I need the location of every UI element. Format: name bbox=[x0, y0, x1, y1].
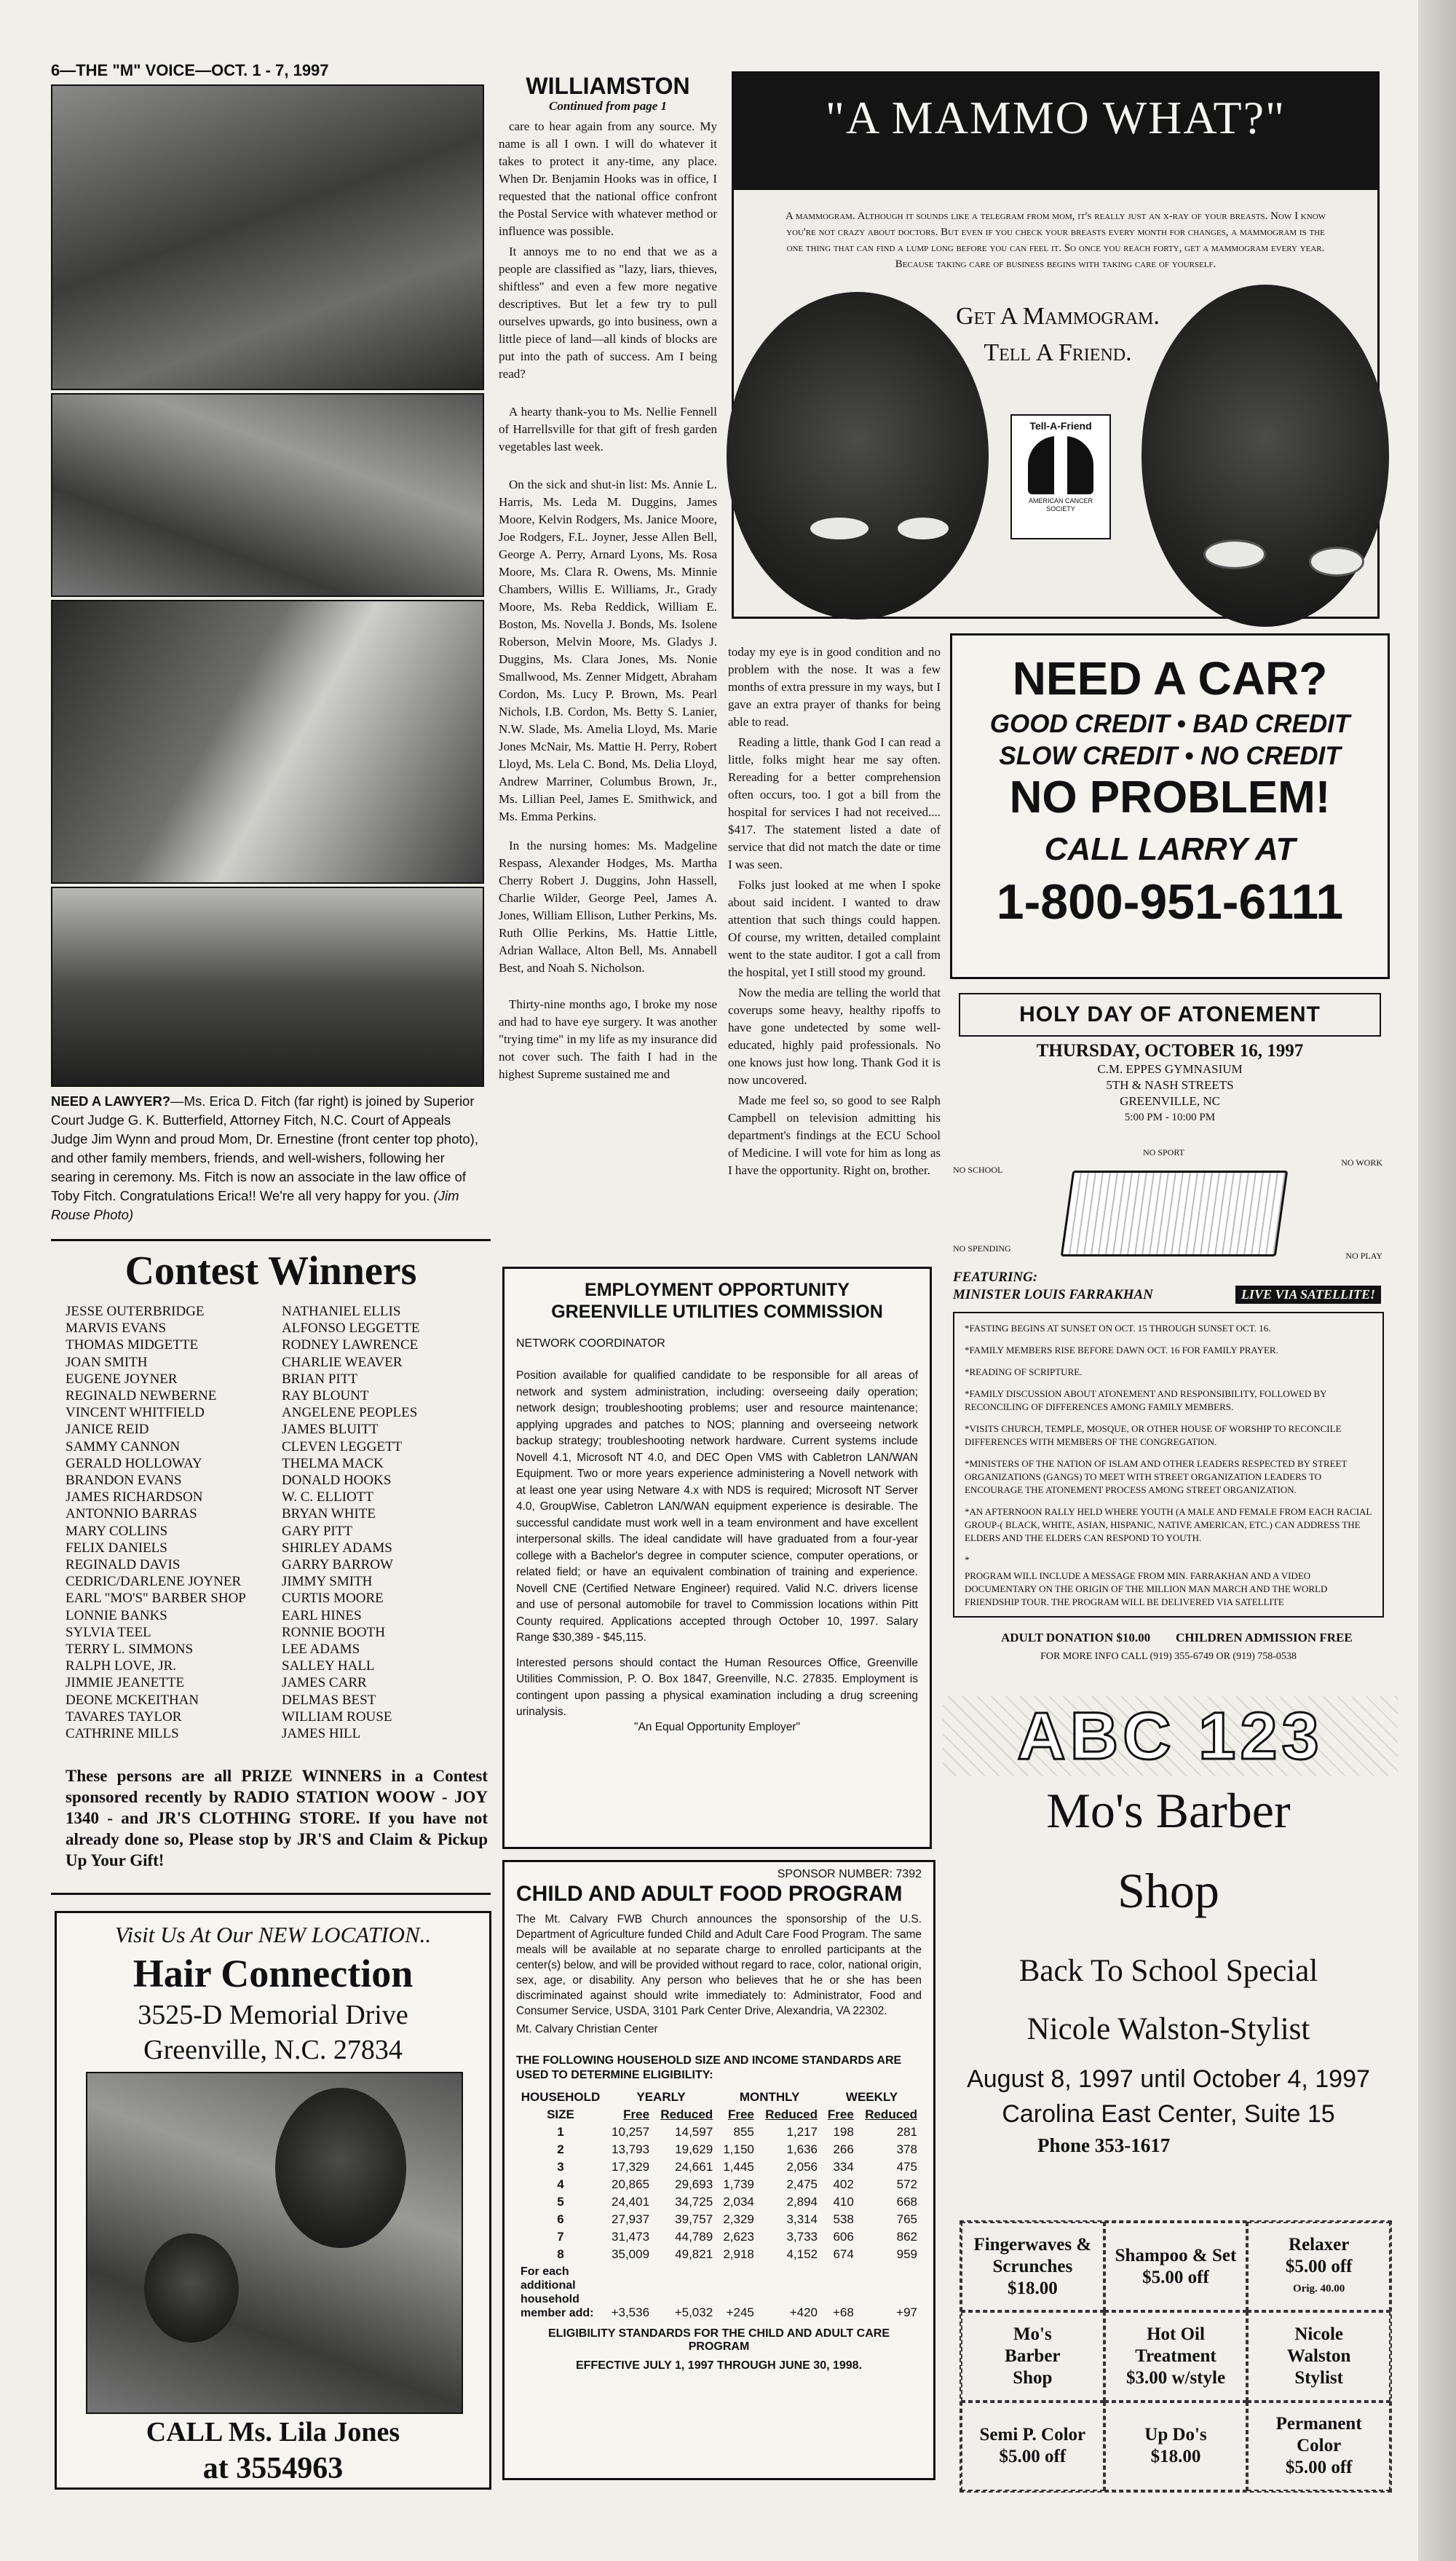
household-size: 8 bbox=[557, 2247, 564, 2261]
coupon-permanent-color[interactable] bbox=[1247, 2402, 1390, 2491]
coupon-3-l3: Shop bbox=[1013, 2367, 1053, 2388]
employment-eoe: "An Equal Opportunity Employer" bbox=[633, 1720, 801, 1733]
food-footer-1: ELIGIBILITY STANDARDS FOR THE CHILD AND ADULT CARE PROGRAM bbox=[547, 2327, 890, 2353]
th-free-w: Free bbox=[827, 2107, 854, 2121]
coupon-1-l1: Shampoo & Set bbox=[1115, 2245, 1237, 2265]
hair-city: Greenville, N.C. 27834 bbox=[143, 2035, 403, 2065]
williamston-column bbox=[499, 73, 717, 1267]
woman-right-eye bbox=[1203, 539, 1266, 569]
coupon-5-l1: Nicole bbox=[1294, 2324, 1343, 2344]
contest-winner: BRIAN PITT bbox=[282, 1371, 357, 1387]
th-free-y: Free bbox=[623, 2107, 650, 2121]
hair-address: 3525-D Memorial Drive bbox=[138, 2000, 408, 2030]
income-value: 4,152 bbox=[786, 2247, 818, 2261]
contest-winner: NATHANIEL ELLIS bbox=[282, 1304, 401, 1319]
contest-winner: EUGENE JOYNER bbox=[66, 1371, 178, 1387]
eligibility-row bbox=[516, 2211, 922, 2228]
income-value: 1,150 bbox=[723, 2142, 754, 2156]
food-sponsor: SPONSOR NUMBER: 7392 bbox=[777, 1868, 922, 1880]
barber-special: Back To School Special bbox=[1018, 1954, 1318, 1988]
williamston-subhead: Continued from page 1 bbox=[549, 99, 667, 113]
contest-winner: THOMAS MIDGETTE bbox=[66, 1337, 199, 1353]
contest-winner: MARVIS EVANS bbox=[66, 1321, 167, 1337]
income-value: 2,329 bbox=[723, 2212, 754, 2226]
car-line4: CALL LARRY AT bbox=[1044, 831, 1296, 867]
contest-winner: LONNIE BANKS bbox=[66, 1607, 167, 1623]
tell-a-friend-logo bbox=[1010, 414, 1111, 539]
williamston-continued bbox=[728, 644, 941, 1267]
income-value: 410 bbox=[833, 2195, 854, 2209]
income-value: 34,725 bbox=[675, 2195, 713, 2209]
woman-right-photo bbox=[1142, 285, 1389, 627]
contest-winner: RONNIE BOOTH bbox=[282, 1624, 385, 1640]
income-value: 862 bbox=[896, 2230, 917, 2244]
photo-caption-credit: (Jim Rouse Photo) bbox=[51, 1188, 459, 1222]
food-center: Mt. Calvary Christian Center bbox=[516, 2023, 658, 2035]
coupon-3-l2: Barber bbox=[1005, 2346, 1061, 2366]
contest-winner: ANTONNIO BARRAS bbox=[66, 1506, 197, 1522]
photo-group-top bbox=[51, 84, 484, 390]
contest-winner: DONALD HOOKS bbox=[282, 1473, 392, 1489]
th-size: SIZE bbox=[547, 2107, 574, 2121]
food-program-ad bbox=[502, 1860, 935, 2480]
income-value: 538 bbox=[833, 2212, 854, 2226]
contest-footer: These persons are all PRIZE WINNERS in a Contest sponsored recently by RADIO STATION WOOW - JOY 1340 - and JR'S CLOTHING STORE. If you have not already done so, Please stop by JR'S and Claim & Pickup Up Your Gift! bbox=[66, 1767, 488, 1869]
eligibility-row bbox=[516, 2123, 922, 2141]
featuring-name: MINISTER LOUIS FARRAKHAN bbox=[953, 1287, 1153, 1302]
barber-stylist: Nicole Walston-Stylist bbox=[1026, 2012, 1310, 2046]
income-value: 17,329 bbox=[612, 2160, 650, 2174]
continued-p4: Now the media are telling the world that coverups some heavy, healthy ripoffs to have gone undetected by some well-educated, highly paid professionals. No one knows just how long. Thank God it is now uncovered. bbox=[728, 986, 941, 1087]
williamston-p3: A hearty thank-you to Ms. Nellie Fennell of Harrellsville for that gift of fresh garden vegetables last week. bbox=[499, 405, 717, 454]
american-cancer-society-logo: AMERICAN CANCER SOCIETY bbox=[1028, 497, 1093, 512]
contest-winner: MARY COLLINS bbox=[66, 1523, 168, 1539]
contest-winner: BRYAN WHITE bbox=[282, 1506, 376, 1522]
contest-winner: CHARLIE WEAVER bbox=[282, 1354, 403, 1370]
hair-phone[interactable]: at 3554963 bbox=[202, 2452, 344, 2485]
bullet-1: *FAMILY MEMBERS RISE BEFORE DAWN OCT. 16 FOR FAMILY PRAYER. bbox=[965, 1345, 1278, 1355]
income-value: 765 bbox=[896, 2212, 917, 2226]
abc-123-banner bbox=[943, 1696, 1398, 1776]
contest-winner: CURTIS MOORE bbox=[282, 1591, 384, 1607]
car-headline: NEED A CAR? bbox=[1012, 652, 1328, 705]
income-value: 2,894 bbox=[786, 2195, 818, 2209]
williamston-p4: On the sick and shut-in list: Ms. Annie L. Harris, Ms. Leda M. Duggins, James Moore, Kelvin Rodgers, Ms. Janice Moore, Joe Rodgers, F.L. Joyner, Jesse Allen Bell, George A. Perry, Arnard Lyons, Ms. Rosa Moore, Ms. Clara R. Owens, Ms. Minnie Chambers, Willis E. Williams, Jr., Grady Moore, Ms. Reba Reddick, William E. Boston, Ms. Novella J. Bonds, Ms. Isolene Roberson, Melvin Moore, Ms. Gladys J. Duggins, Ms. Clara Jones, Ms. Nonie Smallwood, Ms. Zenner Midgett, Abraham Cordon, Ms. Lucy P. Brown, Ms. Pearl Nichols, I.B. Cordon, Ms. Betty S. Lanier, N.W. Slade, Ms. Amelia Lloyd, Ms. Marie Jones McNair, Ms. Mattie H. Perry, Robert Lloyd, Ms. Lela C. Bond, Ms. Delia Lloyd, Andrew Marriner, Columbus Brown, Jr., Ms. Lillian Peel, James E. Smithwick, and Ms. Emma Perkins. bbox=[499, 478, 717, 823]
employment-contact: Interested persons should contact the Human Resources Office, Greenville Utilities Commission, P. O. Box 1847, Greenville, N.C. 27835. Employment is contingent upon passing a physical examination including a drug screening urinalysis. bbox=[516, 1656, 918, 1718]
income-value: 2,056 bbox=[786, 2160, 818, 2174]
bullet-4: *VISITS CHURCH, TEMPLE, MOSQUE, OR OTHER HOUSE OF WORSHIP TO RECONCILE DIFFERENCES WITH MEMBERS OF THE CONGREGATION. bbox=[965, 1423, 1342, 1447]
income-value: 855 bbox=[733, 2125, 754, 2139]
eligibility-row bbox=[516, 2228, 922, 2246]
continued-p3: Folks just looked at me when I spoke about said incident. I wanted to draw attention that such things could happen. Of course, my written, detailed complaint went to the state auditor. I got a call from the hospital, yet I still stood my ground. bbox=[728, 878, 941, 979]
featuring-label: FEATURING: bbox=[953, 1270, 1038, 1285]
household-size: 5 bbox=[557, 2195, 564, 2209]
woman-left-eye bbox=[810, 518, 869, 539]
atonement-time: 5:00 PM - 10:00 PM bbox=[1124, 1112, 1216, 1123]
income-value: 668 bbox=[896, 2195, 917, 2209]
atonement-title: HOLY DAY OF ATONEMENT bbox=[959, 993, 1381, 1037]
atonement-address: 5TH & NASH STREETS bbox=[1106, 1078, 1234, 1092]
contest-winner: SYLVIA TEEL bbox=[66, 1624, 151, 1640]
photo-caption-lead: NEED A LAWYER? bbox=[51, 1093, 171, 1109]
contest-winner: JAMES BLUITT bbox=[282, 1422, 379, 1438]
contest-winner: EARL "MO'S" BARBER SHOP bbox=[66, 1591, 246, 1607]
eligibility-row bbox=[516, 2246, 922, 2263]
contest-winner: GARRY BARROW bbox=[282, 1557, 393, 1573]
household-size: 1 bbox=[557, 2125, 564, 2139]
bullet-7: * bbox=[965, 1554, 970, 1565]
income-value: 281 bbox=[896, 2125, 917, 2139]
household-size: 6 bbox=[557, 2212, 564, 2226]
addl-1: +5,032 bbox=[674, 2305, 713, 2319]
contest-winner: JIMMY SMITH bbox=[282, 1574, 373, 1590]
addl-label: For each additional household member add: bbox=[521, 2265, 594, 2319]
contest-winner: SHIRLEY ADAMS bbox=[282, 1540, 392, 1556]
coupon-2-l1: Relaxer bbox=[1289, 2234, 1350, 2255]
income-value: 31,473 bbox=[612, 2230, 650, 2244]
abc-123-text: ABC 123 bbox=[1017, 1698, 1324, 1773]
contest-winner: JAMES HILL bbox=[282, 1726, 361, 1742]
income-value: 35,009 bbox=[612, 2247, 650, 2261]
two-faces-icon bbox=[1028, 436, 1093, 494]
contest-winner: SAMMY CANNON bbox=[66, 1438, 181, 1454]
label-no-school: NO SCHOOL bbox=[953, 1165, 1003, 1175]
contest-winner: SALLEY HALL bbox=[282, 1658, 375, 1674]
coupon-0-l2: Scrunches bbox=[992, 2256, 1073, 2276]
eligibility-row bbox=[516, 2158, 922, 2176]
photo-group-crowd bbox=[51, 393, 484, 597]
contest-col1 bbox=[66, 1303, 284, 1754]
woman-left-eye-2 bbox=[898, 518, 949, 539]
income-value: 334 bbox=[833, 2160, 854, 2174]
page-header: 6—THE "M" VOICE—OCT. 1 - 7, 1997 bbox=[51, 61, 329, 79]
barber-name-1: Mo's Barber bbox=[1046, 1783, 1291, 1838]
atonement-venue: C.M. EPPES GYMNASIUM bbox=[1097, 1062, 1243, 1076]
contest-winner: TAVARES TAYLOR bbox=[66, 1709, 182, 1725]
eligibility-table bbox=[516, 2089, 922, 2321]
bullet-0: *FASTING BEGINS AT SUNSET ON OCT. 15 THROUGH SUNSET OCT. 16. bbox=[965, 1323, 1271, 1334]
income-value: 2,034 bbox=[723, 2195, 754, 2209]
coupon-2-l2: $5.00 off bbox=[1285, 2256, 1353, 2276]
food-body: The Mt. Calvary FWB Church announces the sponsorship of the U.S. Department of Agriculture funded Child and Adult Care Food Program. The same meals will be available at no separate charge to enrolled participants at the center(s) below, and will be provided without regard to race, color, national origin, sex, age, or disability. Any person who believes that he or she has been discriminated against should write immediately to: Administrator, Food and Consumer Service, USDA, 3101 Park Center Drive, Alexandria, VA 22302. bbox=[516, 1913, 922, 2017]
income-value: 1,445 bbox=[723, 2160, 754, 2174]
label-no-spending: NO SPENDING bbox=[953, 1243, 1011, 1254]
coupon-4-l3: $3.00 w/style bbox=[1125, 2367, 1226, 2388]
income-value: 3,733 bbox=[786, 2230, 818, 2244]
addl-5: +97 bbox=[896, 2305, 917, 2319]
contest-winner: WILLIAM ROUSE bbox=[282, 1709, 392, 1725]
williamston-headline: WILLIAMSTON bbox=[526, 73, 690, 99]
eligibility-row bbox=[516, 2193, 922, 2211]
car-line2: SLOW CREDIT • NO CREDIT bbox=[999, 742, 1341, 770]
barber-phone[interactable]: Phone 353-1617 bbox=[1037, 2134, 1171, 2156]
coupon-fingerwaves[interactable] bbox=[961, 2222, 1104, 2311]
coupon-grid bbox=[960, 2220, 1392, 2493]
hair-call: CALL Ms. Lila Jones bbox=[146, 2417, 400, 2447]
contest-winner: RALPH LOVE, JR. bbox=[66, 1658, 177, 1674]
income-value: 14,597 bbox=[675, 2125, 713, 2139]
income-value: 2,918 bbox=[723, 2247, 754, 2261]
barber-name-2: Shop bbox=[1117, 1863, 1219, 1918]
mammo-tagline-1: Get A Mammogram. bbox=[956, 303, 1160, 330]
coupon-5-l2: Walston bbox=[1286, 2346, 1351, 2366]
th-yearly: YEARLY bbox=[636, 2090, 686, 2104]
coupon-8-l1: Permanent bbox=[1275, 2414, 1362, 2434]
income-value: 1,217 bbox=[786, 2125, 818, 2139]
continued-p2: Reading a little, thank God I can read a little, folks might hear me say often. Rereading for a better comprehension often occurs, too. I got a bill from the hospital for services I had not received.... $417. The statement listed a date of service that did not match the date or time I was seen. bbox=[728, 735, 941, 871]
coupon-6-l1: Semi P. Color bbox=[979, 2425, 1086, 2445]
income-value: 402 bbox=[833, 2177, 854, 2191]
atonement-ad bbox=[950, 990, 1390, 1740]
food-footer-2: EFFECTIVE JULY 1, 1997 THROUGH JUNE 30, 1998. bbox=[575, 2359, 863, 2372]
contest-winner: DEONE MCKEITHAN bbox=[66, 1692, 199, 1708]
contest-winner: ALFONSO LEGGETTE bbox=[282, 1321, 420, 1337]
income-value: 49,821 bbox=[675, 2247, 713, 2261]
coupon-7-l2: $18.00 bbox=[1150, 2447, 1201, 2467]
child-portrait bbox=[144, 2233, 239, 2343]
coupon-5-l3: Stylist bbox=[1294, 2367, 1343, 2388]
income-value: 378 bbox=[896, 2142, 917, 2156]
income-value: 198 bbox=[833, 2125, 854, 2139]
label-no-work: NO WORK bbox=[1341, 1157, 1382, 1168]
employment-position: NETWORK COORDINATOR bbox=[516, 1337, 665, 1350]
photo-caption-text: —Ms. Erica D. Fitch (far right) is joined by Superior Court Judge G. K. Butterfield, Attorney Fitch, N.C. Court of Appeals Judge Jim Wynn and proud Mom, Dr. Ernestine (front center top photo), and other family members, friends, and well-wishers, following her searing in ceremony. Ms. Fitch is now an associate in the law office of Toby Fitch. Congratulations Erica!! We're all very happy for you. bbox=[51, 1093, 478, 1203]
eligibility-row bbox=[516, 2176, 922, 2193]
woman-left-photo bbox=[727, 292, 989, 620]
woman-portrait bbox=[275, 2088, 406, 2248]
atonement-city: GREENVILLE, NC bbox=[1120, 1094, 1220, 1108]
mammo-headline: "A MAMMO WHAT?" bbox=[825, 92, 1286, 143]
income-value: 2,623 bbox=[723, 2230, 754, 2244]
barber-location: Carolina East Center, Suite 15 bbox=[1002, 2100, 1335, 2128]
bullet-8: PROGRAM WILL INCLUDE A MESSAGE FROM MIN. FARRAKHAN AND A VIDEO DOCUMENTARY ON THE ORIGIN OF THE MILLION MAN MARCH AND THE WORLD FRIENDSHIP TOUR. THE PROGRAM WILL BE DELIVERED VIA SATELLITE bbox=[965, 1570, 1328, 1607]
photo-caption bbox=[51, 1092, 488, 1230]
addl-2: +245 bbox=[726, 2305, 754, 2319]
hair-visit: Visit Us At Our NEW LOCATION.. bbox=[114, 1922, 432, 1947]
food-table-title: THE FOLLOWING HOUSEHOLD SIZE AND INCOME STANDARDS ARE USED TO DETERMINE ELIGIBILITY: bbox=[516, 2054, 902, 2081]
contest-winner: EARL HINES bbox=[282, 1607, 362, 1623]
open-book-icon bbox=[1061, 1171, 1289, 1256]
contest-winner: LEE ADAMS bbox=[282, 1642, 360, 1658]
household-size: 4 bbox=[557, 2177, 564, 2191]
contest-winner: FELIX DANIELS bbox=[66, 1540, 167, 1556]
coupon-7-l1: Up Do's bbox=[1144, 2425, 1207, 2445]
hair-name: Hair Connection bbox=[132, 1952, 414, 1995]
coupon-0-l3: $18.00 bbox=[1007, 2278, 1058, 2298]
live-satellite-badge: LIVE VIA SATELLITE! bbox=[1235, 1286, 1381, 1304]
contest-winner: VINCENT WHITFIELD bbox=[66, 1405, 205, 1421]
food-title: CHILD AND ADULT FOOD PROGRAM bbox=[516, 1882, 903, 1906]
contest-winner: THELMA MACK bbox=[282, 1455, 384, 1471]
atonement-bullets-box bbox=[953, 1312, 1384, 1618]
contest-winner: JAMES CARR bbox=[282, 1675, 367, 1691]
car-phone[interactable]: 1-800-951-6111 bbox=[996, 874, 1344, 930]
coupon-3-l1: Mo's bbox=[1013, 2324, 1052, 2344]
addl-0: +3,536 bbox=[611, 2305, 650, 2319]
coupon-hot-oil[interactable] bbox=[1104, 2311, 1248, 2401]
household-size: 7 bbox=[557, 2230, 564, 2244]
income-value: 674 bbox=[833, 2247, 854, 2261]
th-household: HOUSEHOLD bbox=[521, 2090, 601, 2104]
coupon-1-l2: $5.00 off bbox=[1142, 2267, 1209, 2287]
williamston-p1: care to hear again from any source. My name is all I own. I will do whatever it takes to protect it any-time, any place. When Dr. Benjamin Hooks was in office, I requested that the national office confront the Postal Service with whatever method or influence was possible. bbox=[499, 119, 717, 238]
th-weekly: WEEKLY bbox=[845, 2090, 898, 2104]
coupon-up-dos[interactable] bbox=[1104, 2402, 1248, 2491]
employment-body: Position available for qualified candidate to be responsible for all areas of network and system administration, including: overseeing daily operation; network design; troubleshooting problems; user and resource maintenance; applying upgrades and patches to NOS; planning and overseeing network backup strategy; troubleshooting network hardware. Current systems include Novell 4.1, Microsoft NT 4.0, and DEC Open VMS with Cabletron LAN/WAN Equipment. Two or more years experience administering a Novell network with at least one year using Netware 4.x with NDS is required; Microsoft NT Server 4.0, GroupWise, Cabletron LAN/WAN equipment experience is desirable. The successful candidate must work well in a team environment and have excellent interpersonal skills. The ideal candidate will have graduated from a four-year college with a Bachelor's degree in computer science, computer operations, or related field; or have an equivalent combination of training and experience. Novell CNE (Certified Netware Engineer) required. Valid N.C. drivers license and use of personal automobile for travel to Commission locations within Pitt County required. Applications accepted through October 10, 1997. Salary Range $30,389 - $45,115. bbox=[516, 1369, 918, 1644]
income-value: 10,257 bbox=[612, 2125, 650, 2139]
coupon-relaxer[interactable] bbox=[1247, 2222, 1390, 2311]
income-value: 2,475 bbox=[786, 2177, 818, 2191]
barber-dates: August 8, 1997 until October 4, 1997 bbox=[967, 2065, 1370, 2093]
employment-ad bbox=[502, 1267, 932, 1849]
bullet-5: *MINISTERS OF THE NATION OF ISLAM AND OTHER LEADERS RESPECTED BY STREET ORGANIZATIONS (GANGS) TO MEET WITH STREET ORGANIZATION LEADERS TO ENCOURAGE THE ATONEMENT PROCESS AMONG STREET ORGANIZATION. bbox=[965, 1458, 1348, 1495]
adult-donation: ADULT DONATION $10.00 bbox=[1001, 1631, 1151, 1644]
coupon-8-l2: Color bbox=[1297, 2436, 1342, 2456]
car-line3: NO PROBLEM! bbox=[1009, 772, 1331, 823]
coupon-semi-color[interactable] bbox=[961, 2402, 1104, 2491]
woman-right-eye-2 bbox=[1309, 547, 1364, 577]
contest-title: Contest Winners bbox=[124, 1248, 417, 1294]
contest-winner: W. C. ELLIOTT bbox=[282, 1489, 373, 1505]
bullet-2: *READING OF SCRIPTURE. bbox=[965, 1366, 1083, 1377]
coupon-0-l1: Fingerwaves & bbox=[973, 2234, 1092, 2255]
mammo-body: A mammogram. Although it sounds like a telegram from mom, it's really just an x-ray of your breasts. Now I know you're not crazy about doctors. But even if you check your breasts every month for changes, a mammogram is the one thing that can find a lump long before you can feel it. So once you reach forty, get a mammogram every year. Because taking care of business begins with taking care of yourself. bbox=[785, 210, 1326, 270]
contest-winner: GERALD HOLLOWAY bbox=[66, 1455, 202, 1471]
children-free: CHILDREN ADMISSION FREE bbox=[1176, 1631, 1353, 1644]
contest-bottom-rule bbox=[51, 1893, 491, 1895]
atonement-info[interactable]: FOR MORE INFO CALL (919) 355-6749 OR (919) 758-0538 bbox=[1040, 1651, 1297, 1662]
th-reduced-y: Reduced bbox=[660, 2107, 713, 2121]
income-value: 39,757 bbox=[675, 2212, 713, 2226]
continued-p5: Made me feel so, so good to see Ralph Campbell on television admitting his department's findings at the ECU School of Medicine. I will vote for him as long as I have the opportunity. Right on, brother. bbox=[728, 1093, 941, 1177]
addl-4: +68 bbox=[832, 2305, 854, 2319]
income-value: 24,661 bbox=[675, 2160, 713, 2174]
page-edge bbox=[1418, 0, 1456, 2561]
income-value: 44,789 bbox=[675, 2230, 713, 2244]
income-value: 572 bbox=[896, 2177, 917, 2191]
contest-winner: JANICE REID bbox=[66, 1422, 149, 1438]
bullet-6: *AN AFTERNOON RALLY HELD WHERE YOUTH (A MALE AND FEMALE FROM EACH RACIAL GROUP-( BLACK, WHITE, ASIAN, HISPANIC, NATIVE AMERICAN, ETC.) CAN ADDRESS THE ELDERS AND THE ELDERS CAN RESPOND TO YOUTH. bbox=[965, 1506, 1372, 1543]
contest-winner: RODNEY LAWRENCE bbox=[282, 1337, 419, 1353]
hair-photo bbox=[86, 2072, 463, 2414]
barber-ad bbox=[939, 1689, 1398, 2490]
atonement-date: THURSDAY, OCTOBER 16, 1997 bbox=[1036, 1041, 1304, 1061]
employment-title-2: GREENVILLE UTILITIES COMMISSION bbox=[551, 1302, 883, 1322]
income-value: 1,636 bbox=[786, 2142, 818, 2156]
contest-winner: JAMES RICHARDSON bbox=[66, 1489, 203, 1505]
contest-winner: JOAN SMITH bbox=[66, 1354, 148, 1370]
contest-winner: BRANDON EVANS bbox=[66, 1473, 182, 1489]
mammo-ad bbox=[732, 71, 1380, 619]
income-value: 3,314 bbox=[786, 2212, 818, 2226]
contest-winner: CLEVEN LEGGETT bbox=[282, 1438, 403, 1454]
household-size: 2 bbox=[557, 2142, 564, 2156]
employment-title-1: EMPLOYMENT OPPORTUNITY bbox=[585, 1280, 850, 1300]
contest-winner: RAY BLOUNT bbox=[282, 1388, 369, 1404]
income-value: 1,739 bbox=[723, 2177, 754, 2191]
coupon-8-l3: $5.00 off bbox=[1285, 2458, 1353, 2478]
contest-winner: REGINALD DAVIS bbox=[66, 1557, 181, 1573]
mammo-tagline-2: Tell A Friend. bbox=[984, 339, 1132, 366]
contest-winner: CATHRINE MILLS bbox=[66, 1726, 179, 1742]
th-reduced-m: Reduced bbox=[765, 2107, 818, 2121]
coupon-shampoo-set[interactable] bbox=[1104, 2222, 1248, 2311]
continued-p1: today my eye is in good condition and no problem with the nose. It was a few months of extra pressure in my ways, but I gave an extra prayer of thanks for being able to read. bbox=[728, 645, 941, 729]
contest-winner: JIMMIE JEANETTE bbox=[66, 1675, 185, 1691]
income-value: 13,793 bbox=[612, 2142, 650, 2156]
contest-winner: REGINALD NEWBERNE bbox=[66, 1388, 217, 1404]
photo-group-judges bbox=[51, 887, 484, 1087]
contest-col2 bbox=[282, 1303, 493, 1754]
th-monthly: MONTHLY bbox=[739, 2090, 800, 2104]
tell-a-friend-text: Tell-A-Friend bbox=[1029, 420, 1092, 432]
label-no-sport: NO SPORT bbox=[1143, 1147, 1184, 1157]
addl-3: +420 bbox=[789, 2305, 818, 2319]
coupon-nicole-walston bbox=[1247, 2311, 1390, 2401]
contest-top-rule bbox=[51, 1239, 491, 1241]
th-free-m: Free bbox=[727, 2107, 754, 2121]
income-value: 959 bbox=[896, 2247, 917, 2261]
coupon-4-l2: Treatment bbox=[1135, 2346, 1216, 2366]
car-ad bbox=[950, 633, 1390, 979]
williamston-p6: Thirty-nine months ago, I broke my nose and had to have eye surgery. It was another "trying time" in my life as my insurance did not cover such. The faith I had in the highest Supreme sustained me and bbox=[499, 997, 717, 1081]
income-value: 20,865 bbox=[612, 2177, 650, 2191]
household-size: 3 bbox=[557, 2160, 564, 2174]
income-value: 266 bbox=[833, 2142, 854, 2156]
income-value: 475 bbox=[896, 2160, 917, 2174]
coupon-4-l1: Hot Oil bbox=[1147, 2324, 1205, 2344]
income-value: 29,693 bbox=[675, 2177, 713, 2191]
williamston-p2: It annoys me to no end that we as a people are classified as "lazy, liars, thieves, shiftless" and even a few more negative descriptives. But let a few try to pull ourselves upwards, go into business, own a little piece of land—all kinds of blocks are put into the path of success. Am I being read? bbox=[499, 245, 717, 381]
bullet-3: *FAMILY DISCUSSION ABOUT ATONEMENT AND RESPONSIBILITY, FOLLOWED BY RECONCILING OF DIFFERENCES AMONG FAMILY MEMBERS. bbox=[965, 1388, 1327, 1412]
contest-winner: DELMAS BEST bbox=[282, 1692, 376, 1708]
coupon-6-l2: $5.00 off bbox=[999, 2447, 1067, 2467]
eligibility-row bbox=[516, 2141, 922, 2158]
th-reduced-w: Reduced bbox=[865, 2107, 917, 2121]
contest-winner: ANGELENE PEOPLES bbox=[282, 1405, 418, 1421]
hair-ad bbox=[55, 1911, 491, 2490]
williamston-p5: In the nursing homes: Ms. Madgeline Respass, Alexander Hodges, Ms. Martha Cherry Robert J. Duggins, John Hassell, Charlie Wilder, George Peel, James A. Jones, William Ellison, Luther Perkins, Ms. Ruth Ollie Perkins, Ms. Hattie Little, Adrian Wallace, Alton Bell, Ms. Annabell Best, and Noah S. Nicholson. bbox=[499, 839, 717, 975]
income-value: 27,937 bbox=[612, 2212, 650, 2226]
contest-winner: TERRY L. SIMMONS bbox=[66, 1642, 194, 1658]
car-line1: GOOD CREDIT • BAD CREDIT bbox=[989, 710, 1350, 738]
contest-winner: GARY PITT bbox=[282, 1523, 352, 1539]
photo-group-family bbox=[51, 600, 484, 884]
label-no-play: NO PLAY bbox=[1345, 1251, 1382, 1261]
contest-winner: CEDRIC/DARLENE JOYNER bbox=[66, 1574, 242, 1590]
income-value: 19,629 bbox=[675, 2142, 713, 2156]
income-value: 24,401 bbox=[612, 2195, 650, 2209]
coupon-2-l3: Orig. 40.00 bbox=[1293, 2282, 1345, 2295]
income-value: 606 bbox=[833, 2230, 854, 2244]
contest-winner: JESSE OUTERBRIDGE bbox=[66, 1304, 205, 1319]
coupon-mos-barber-shop bbox=[961, 2311, 1104, 2401]
